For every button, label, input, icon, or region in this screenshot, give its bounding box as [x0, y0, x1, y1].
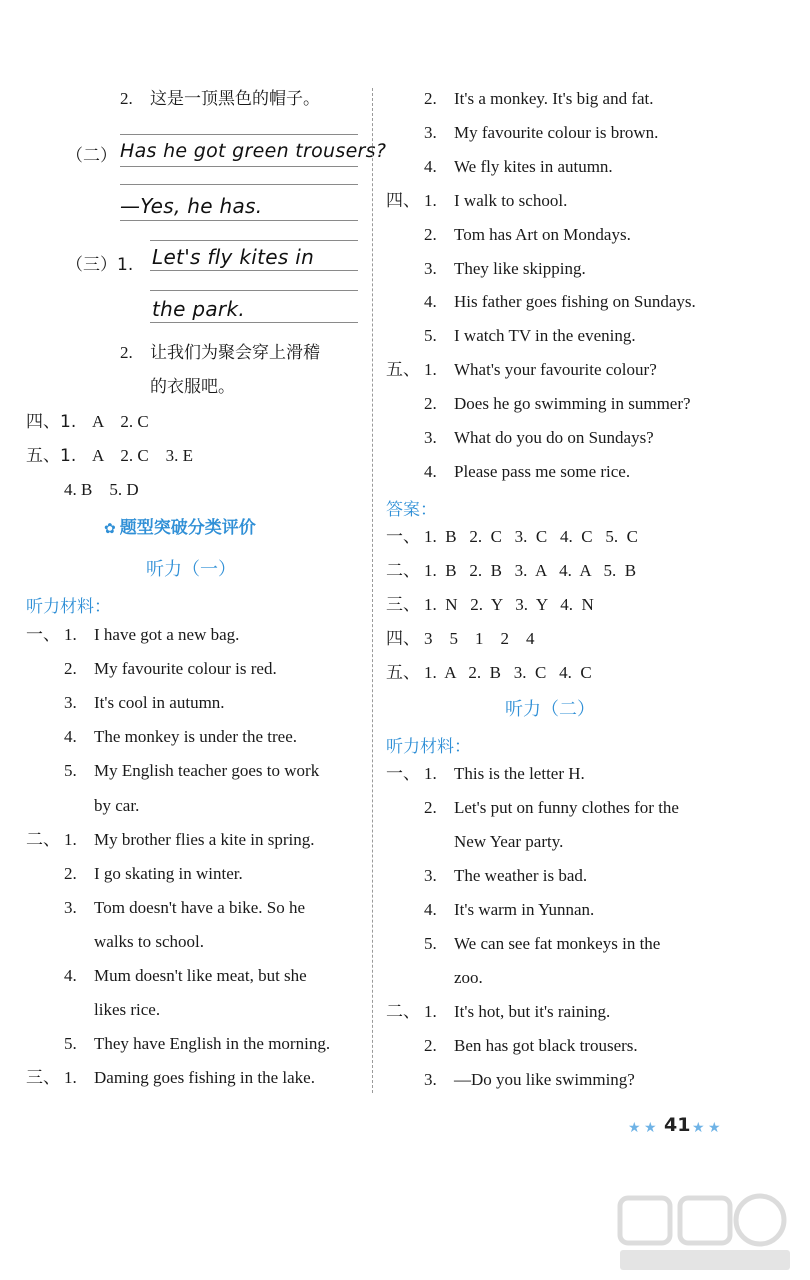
- item-number: 4.: [424, 900, 437, 919]
- writing-rule: [120, 184, 358, 185]
- item-number: 2.: [424, 394, 437, 414]
- watermark-logo: [610, 1190, 800, 1275]
- text-line: [386, 427, 654, 449]
- answer-items: 4. B 5. D: [64, 480, 139, 499]
- section-prefix: 四、1.: [26, 412, 77, 432]
- text-line: [26, 726, 297, 748]
- handwritten-answer: the park.: [152, 297, 245, 321]
- item-text: It's a monkey. It's big and fat.: [454, 89, 654, 108]
- section-prefix: 二、: [26, 829, 60, 850]
- item-text: My favourite colour is red.: [94, 659, 277, 679]
- text-line: [26, 829, 315, 851]
- answer-items: A 2. C 3. E: [92, 446, 194, 465]
- writing-rule: [120, 134, 358, 135]
- page-number: 41: [664, 1114, 691, 1136]
- text-line: [26, 795, 139, 817]
- item-text: Does he go swimming in summer?: [454, 394, 691, 414]
- item-number: 1.: [64, 1068, 77, 1088]
- item-number: 4.: [424, 292, 437, 312]
- text-line: [26, 624, 239, 646]
- text-line: [26, 760, 319, 782]
- item-text: New Year party.: [454, 832, 564, 851]
- handwritten-answer: Has he got green trousers?: [120, 140, 387, 162]
- item-number: 3.: [424, 866, 437, 885]
- sec5-answers-cont: [64, 479, 139, 501]
- text-line: [386, 797, 679, 819]
- text-line: [386, 359, 657, 381]
- text-line: [26, 658, 277, 680]
- section-prefix: 五、1.: [26, 446, 77, 466]
- text-line: [386, 291, 696, 313]
- item-number: 2.: [120, 343, 133, 362]
- star-icon: ★: [692, 1120, 705, 1136]
- item-text: Mum doesn't like meat, but she: [94, 966, 307, 985]
- paw-icon: ✿: [104, 521, 116, 537]
- item-number: 2.: [424, 1036, 437, 1055]
- item-text: The monkey is under the tree.: [94, 727, 297, 747]
- section-prefix: 四、: [386, 190, 420, 211]
- item-text: It's cool in autumn.: [94, 693, 225, 713]
- item-number: 3.: [64, 897, 77, 917]
- answer-items: A 2. C: [92, 412, 149, 431]
- item-text: What's your favourite colour?: [454, 360, 657, 380]
- item-number: 1.: [424, 190, 437, 210]
- text-line: [26, 931, 204, 953]
- listening2-title: 听力（二）: [505, 699, 595, 720]
- item-number: 5.: [64, 1034, 77, 1054]
- answer-items: 1. B 2. C 3. C 4. C 5. C: [424, 527, 638, 546]
- item-text: —Do you like swimming?: [454, 1070, 635, 1089]
- section-prefix: 三、: [386, 595, 420, 615]
- item-number: 1.: [424, 764, 437, 783]
- answer-row: [386, 526, 638, 548]
- part3-q2: [120, 342, 320, 364]
- section-prefix: 二、: [386, 1002, 420, 1022]
- star-icon: ★: [628, 1120, 641, 1136]
- item-number: 2.: [64, 659, 77, 679]
- item-number: 1.: [64, 829, 77, 849]
- item-text: Daming goes fishing in the lake.: [94, 1068, 315, 1088]
- handwritten-answer: —Yes, he has.: [120, 194, 263, 218]
- item-number: 2.: [424, 89, 437, 108]
- text-line: [386, 865, 587, 887]
- writing-rule: [150, 322, 358, 323]
- writing-rule: [150, 270, 358, 271]
- item-number: 3.: [424, 122, 437, 142]
- item-text: Let's put on funny clothes for the: [454, 798, 679, 817]
- text-line: [26, 863, 243, 885]
- text-line: [386, 88, 654, 110]
- item-text: Ben has got black trousers.: [454, 1036, 638, 1055]
- writing-rule: [120, 166, 358, 167]
- item-number: 2.: [64, 863, 77, 883]
- item-number: 3.: [424, 1070, 437, 1089]
- text-line: [26, 692, 225, 714]
- text-line: [386, 325, 636, 347]
- item-text: zoo.: [454, 968, 483, 987]
- item-text: We fly kites in autumn.: [454, 156, 613, 176]
- item-number: 3.: [64, 693, 77, 713]
- text-line: [386, 156, 613, 178]
- text-line: [386, 831, 563, 853]
- item-number: 4.: [64, 966, 77, 985]
- materials-label: 听力材料：: [386, 737, 471, 757]
- section-title-text: 题型突破分类评价: [119, 518, 256, 538]
- text-line: [386, 899, 594, 921]
- section-prefix: 五、: [386, 663, 420, 683]
- text-line: [386, 967, 483, 989]
- item-number: 4.: [64, 727, 77, 747]
- item-text: I walk to school.: [454, 190, 568, 210]
- item-number: 5.: [424, 934, 437, 953]
- item-text: My favourite colour is brown.: [454, 122, 659, 142]
- item-text: walks to school.: [94, 931, 205, 951]
- star-icon: ★: [644, 1120, 657, 1136]
- item-text: My English teacher goes to work: [94, 761, 320, 781]
- writing-rule: [120, 220, 358, 221]
- text-line: [386, 1069, 635, 1091]
- answer-row: [386, 594, 594, 616]
- writing-rule: [150, 290, 358, 291]
- item-number: 3.: [424, 428, 437, 447]
- item-text: What do you do on Sundays?: [454, 428, 654, 447]
- item-text: This is the letter H.: [454, 764, 585, 783]
- text-line: [386, 461, 630, 483]
- text-line: [26, 965, 307, 987]
- item-number: 2.: [120, 89, 133, 108]
- item-text: Tom doesn't have a bike. So he: [94, 897, 306, 917]
- item-text: My brother flies a kite in spring.: [94, 829, 315, 849]
- section-prefix: 三、: [26, 1068, 60, 1089]
- sec4-answers: [26, 411, 149, 433]
- item-number: 1.: [424, 360, 437, 380]
- left-q2-cn: [120, 88, 320, 110]
- listening1-title: 听力（一）: [146, 559, 236, 580]
- writing-rule: [150, 240, 358, 241]
- text-line: [26, 1033, 330, 1055]
- text-line: [386, 393, 691, 415]
- text-line: [386, 224, 631, 246]
- item-text: likes rice.: [94, 1000, 161, 1020]
- item-text: 让我们为聚会穿上滑稽: [150, 343, 320, 363]
- text-line: [386, 190, 567, 212]
- item-number: 4.: [424, 461, 437, 481]
- column-divider: [372, 88, 373, 1093]
- item-text: 的衣服吧。: [150, 377, 235, 397]
- item-text: by car.: [94, 795, 140, 815]
- materials-label: 听力材料：: [26, 597, 111, 617]
- item-text: They have English in the morning.: [94, 1034, 331, 1054]
- item-text: They like skipping.: [454, 258, 586, 278]
- text-line: [386, 1001, 610, 1023]
- item-number: 5.: [424, 326, 437, 346]
- text-line: [26, 1067, 315, 1089]
- item-text: 这是一顶黑色的帽子。: [150, 89, 320, 109]
- answer-items: 3 5 1 2 4: [424, 629, 535, 648]
- item-text: Please pass me some rice.: [454, 461, 631, 481]
- item-number: 2.: [424, 798, 437, 817]
- text-line: [386, 1035, 638, 1057]
- section-prefix: 一、: [386, 764, 420, 784]
- section-prefix: 四、: [386, 629, 420, 649]
- answer-row: [386, 628, 535, 650]
- text-line: [386, 933, 660, 955]
- answer-items: 1. A 2. B 3. C 4. C: [424, 663, 592, 682]
- item-text: It's warm in Yunnan.: [454, 900, 595, 919]
- handwritten-answer: Let's fly kites in: [152, 245, 315, 269]
- item-text: I have got a new bag.: [94, 625, 240, 644]
- item-text: Tom has Art on Mondays.: [454, 224, 631, 244]
- text-line: [386, 763, 585, 785]
- item-number: 5.: [64, 761, 77, 781]
- section-prefix: 二、: [386, 561, 420, 581]
- part2-label: （二）: [66, 146, 117, 166]
- item-text: The weather is bad.: [454, 866, 588, 885]
- answer-row: [386, 662, 592, 684]
- item-number: 1.: [424, 1002, 437, 1021]
- part3-label: （三）1.: [66, 255, 134, 275]
- item-text: It's hot, but it's raining.: [454, 1002, 611, 1021]
- answer-row: [386, 560, 636, 582]
- item-text: I watch TV in the evening.: [454, 326, 636, 346]
- text-line: [386, 258, 586, 280]
- section-prefix: 五、: [386, 360, 420, 381]
- item-text: I go skating in winter.: [94, 863, 243, 883]
- item-text: We can see fat monkeys in the: [454, 934, 661, 953]
- star-icon: ★: [708, 1120, 721, 1136]
- item-number: 4.: [424, 156, 437, 176]
- item-number: 2.: [424, 224, 437, 244]
- item-number: 3.: [424, 258, 437, 278]
- answer-items: 1. N 2. Y 3. Y 4. N: [424, 595, 594, 614]
- text-line: [26, 897, 305, 919]
- section-prefix: 一、: [26, 625, 60, 645]
- answer-items: 1. B 2. B 3. A 4. A 5. B: [424, 561, 637, 580]
- section-prefix: 一、: [386, 527, 420, 547]
- section-title: [104, 513, 256, 538]
- answers-label: 答案：: [386, 500, 437, 520]
- text-line: [386, 122, 658, 144]
- text-line: [26, 999, 160, 1021]
- item-text: His father goes fishing on Sundays.: [454, 292, 696, 312]
- sec5-answers: [26, 445, 193, 467]
- item-number: 1.: [64, 625, 77, 644]
